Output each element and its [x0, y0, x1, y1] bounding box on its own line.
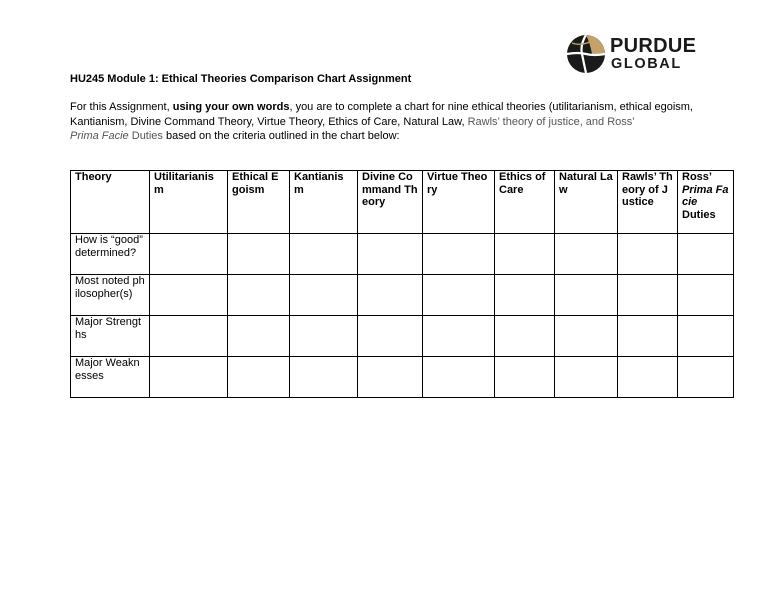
table-cell[interactable] — [618, 316, 678, 357]
intro-italic-text: Prima Facie — [70, 130, 129, 143]
table-cell[interactable] — [555, 275, 618, 316]
intro-text-1: For this Assignment, — [70, 101, 173, 113]
table-row — [71, 316, 734, 357]
table-cell[interactable] — [290, 316, 358, 357]
header-cell-utilitarianism: Utilitarianism — [150, 171, 228, 234]
logo-emblem-icon — [566, 33, 608, 75]
header-cell-ross — [678, 171, 734, 234]
table-cell[interactable] — [678, 275, 734, 316]
intro-grey-text-1: Rawls’ theory of justice, and Ross’ — [467, 115, 635, 128]
assignment-title: HU245 Module 1: Ethical Theories Comparison Chart Assignment — [70, 73, 412, 85]
table-cell[interactable] — [495, 357, 555, 398]
header-cell-kantianism: Kantianism — [290, 171, 358, 234]
header-cell-ethical-egoism: Ethical Egoism — [228, 171, 290, 234]
table-cell[interactable] — [358, 234, 423, 275]
row-label-strengths: Major Strengths — [71, 316, 150, 357]
table-cell[interactable] — [678, 316, 734, 357]
table-cell[interactable] — [495, 316, 555, 357]
table-cell[interactable] — [290, 357, 358, 398]
table-cell[interactable] — [555, 357, 618, 398]
table-cell[interactable] — [423, 357, 495, 398]
header-cell-ethics-of-care: Ethics of Care — [495, 171, 555, 234]
assignment-instructions — [70, 100, 700, 144]
row-label-philosophers: Most noted philosopher(s) — [71, 275, 150, 316]
table-cell[interactable] — [423, 275, 495, 316]
table-cell[interactable] — [358, 316, 423, 357]
logo-text-global: GLOBAL — [611, 56, 682, 72]
table-cell[interactable] — [495, 275, 555, 316]
table-row — [71, 357, 734, 398]
table-cell[interactable] — [228, 357, 290, 398]
table-cell[interactable] — [358, 275, 423, 316]
table-cell[interactable] — [495, 234, 555, 275]
intro-grey-text-2: Duties — [128, 130, 163, 143]
table-cell[interactable] — [150, 357, 228, 398]
table-header-row — [71, 171, 734, 234]
intro-text-3: based on the criteria outlined in the chart below: — [162, 130, 400, 143]
table-cell[interactable] — [150, 316, 228, 357]
table-cell[interactable] — [150, 275, 228, 316]
header-cell-virtue-theory: Virtue Theory — [423, 171, 495, 234]
header-ross-italic: Prima Facie — [682, 183, 729, 209]
table-cell[interactable] — [423, 234, 495, 275]
table-cell[interactable] — [358, 357, 423, 398]
table-cell[interactable] — [228, 234, 290, 275]
intro-text-2: , you are to complete a chart for nine ethical theories (utilitarianism, ethical egoism, Kantianism, Divine Command Theory, Virtue Theory, Ethics of Care, Natural Law, — [70, 101, 693, 128]
row-label-weaknesses: Major Weaknesses — [71, 357, 150, 398]
table-cell[interactable] — [290, 234, 358, 275]
table-cell[interactable] — [678, 234, 734, 275]
table-cell[interactable] — [555, 234, 618, 275]
header-cell-natural-law: Natural Law — [555, 171, 618, 234]
header-cell-theory: Theory — [71, 171, 150, 234]
row-label-good: How is “good” determined? — [71, 234, 150, 275]
table-cell[interactable] — [290, 275, 358, 316]
header-cell-rawls: Rawls’ Theory of Justice — [618, 171, 678, 234]
comparison-chart-table — [70, 170, 734, 398]
purdue-global-logo — [566, 33, 702, 75]
table-row — [71, 234, 734, 275]
table-cell[interactable] — [228, 316, 290, 357]
header-ross-name: Ross’ — [682, 171, 712, 183]
table-cell[interactable] — [555, 316, 618, 357]
table-cell[interactable] — [150, 234, 228, 275]
table-cell[interactable] — [228, 275, 290, 316]
table-cell[interactable] — [423, 316, 495, 357]
table-row — [71, 275, 734, 316]
header-cell-divine-command: Divine Command Theory — [358, 171, 423, 234]
table-cell[interactable] — [618, 275, 678, 316]
table-cell[interactable] — [618, 357, 678, 398]
table-cell[interactable] — [678, 357, 734, 398]
header-ross-duties: Duties — [682, 208, 716, 221]
intro-bold-text: using your own words — [172, 101, 290, 113]
table-cell[interactable] — [618, 234, 678, 275]
logo-text-purdue: PURDUE — [610, 35, 697, 57]
